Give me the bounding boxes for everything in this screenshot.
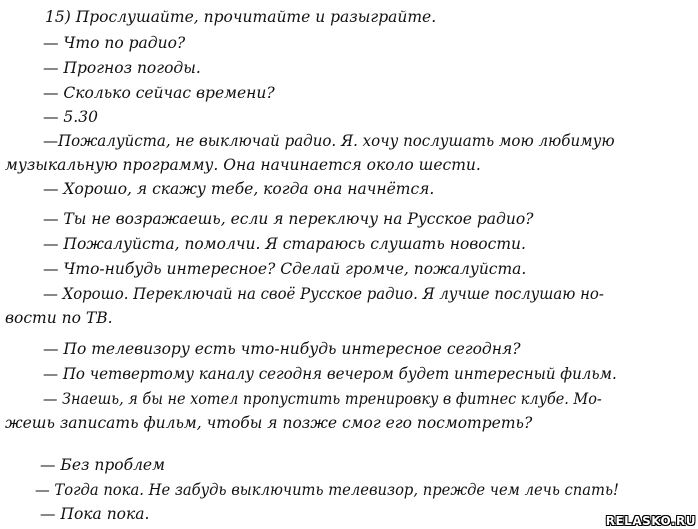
dialogue-line: — Сколько сейчас времени? bbox=[43, 84, 275, 102]
dialogue-line: — 5.30 bbox=[43, 108, 98, 126]
dialogue-line: жешь записать фильм, чтобы я позже смог его посмотреть? bbox=[5, 414, 533, 432]
dialogue-line: — Тогда пока. Не забудь выключить телевизор, прежде чем лечь спать! bbox=[35, 481, 619, 499]
dialogue-line: — По четвертому каналу сегодня вечером будет интересный фильм. bbox=[43, 365, 617, 383]
dialogue-line: — Что по радио? bbox=[43, 34, 186, 52]
dialogue-line: — По телевизору есть что-нибудь интересное сегодня? bbox=[43, 340, 521, 358]
dialogue-line: — Пока пока. bbox=[40, 505, 150, 523]
dialogue-line: — Пожалуйста, помолчи. Я стараюсь слушать новости. bbox=[43, 235, 526, 253]
dialogue-line: музыкальную программу. Она начинается около шести. bbox=[5, 156, 481, 174]
watermark: RELASKO.RU bbox=[605, 514, 696, 528]
dialogue-line: —Пожалуйста, не выключай радио. Я. хочу послушать мою любимую bbox=[43, 132, 615, 150]
dialogue-line: — Что-нибудь интересное? Сделай громче, пожалуйста. bbox=[43, 260, 527, 278]
dialogue-line: — Без проблем bbox=[40, 456, 165, 474]
dialogue-line: — Ты не возражаешь, если я переключу на Русское радио? bbox=[43, 210, 534, 228]
dialogue-line: — Прогноз погоды. bbox=[43, 59, 201, 77]
dialogue-line: — Хорошо. Переключай на своё Русское радио. Я лучше послушаю но- bbox=[43, 285, 604, 303]
exercise-title: 15) Прослушайте, прочитайте и разыграйте. bbox=[45, 8, 437, 26]
dialogue-line: — Хорошо, я скажу тебе, когда она начнётся. bbox=[43, 180, 435, 198]
dialogue-line: — Знаешь, я бы не хотел пропустить тренировку в фитнес клубе. Мо- bbox=[43, 390, 602, 408]
dialogue-line: вости по ТВ. bbox=[5, 309, 113, 327]
